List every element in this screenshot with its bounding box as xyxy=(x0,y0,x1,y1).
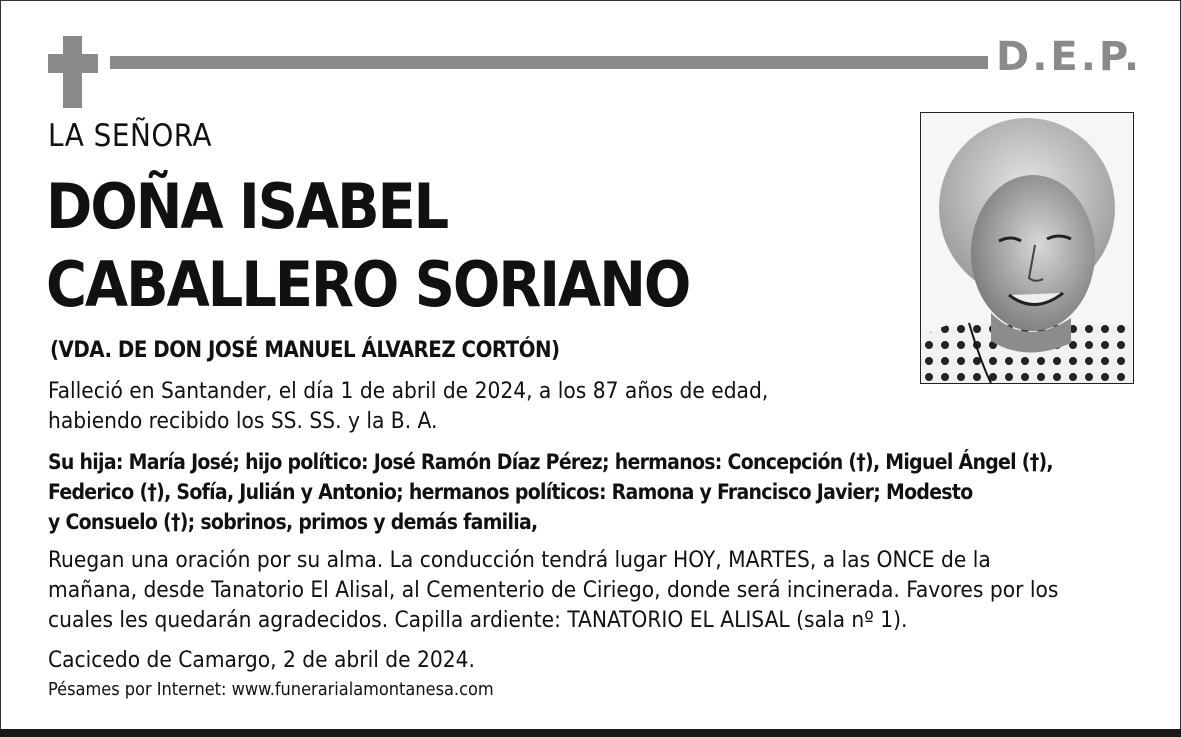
death-notice xyxy=(48,376,768,436)
ceremony-line1: Ruegan una oración por su alma. La conducción tendrá lugar HOY, MARTES, a las ONCE de la xyxy=(48,547,991,573)
header-divider xyxy=(110,56,988,69)
place-date: Cacicedo de Camargo, 2 de abril de 2024. xyxy=(48,647,475,673)
ceremony-line2: mañana, desde Tanatorio El Alisal, al Cementerio de Ciriego, donde será incinerada. Favores por los xyxy=(48,577,1059,603)
family-line2: Federico (†), Sofía, Julián y Antonio; hermanos políticos: Ramona y Francisco Javier; Modesto xyxy=(48,480,973,504)
widow-of: (VDA. DE DON JOSÉ MANUEL ÁLVAREZ CORTÓN) xyxy=(50,338,560,363)
ceremony-line3: cuales les quedarán agradecidos. Capilla ardiente: TANATORIO EL ALISAL (sala nº 1). xyxy=(48,607,908,633)
dep-label: D.E.P. xyxy=(996,34,1143,80)
death-line1: Falleció en Santander, el día 1 de abril de 2024, a los 87 años de edad, xyxy=(48,378,769,404)
deceased-name-line2: CABALLERO SORIANO xyxy=(46,248,690,321)
cross-icon xyxy=(48,36,98,108)
family-list xyxy=(48,447,1138,537)
portrait-image xyxy=(921,113,1133,383)
portrait-photo xyxy=(920,112,1134,384)
family-line3: y Consuelo (†); sobrinos, primos y demás familia, xyxy=(48,510,538,534)
family-line1: Su hija: María José; hijo político: José Ramón Díaz Pérez; hermanos: Concepción (†), Miguel Ángel (†), xyxy=(48,450,1053,474)
deceased-name-line1: DOÑA ISABEL xyxy=(46,170,448,243)
death-line2: habiendo recibido los SS. SS. y la B. A. xyxy=(48,408,438,434)
condolences-link: Pésames por Internet: www.funerarialamontanesa.com xyxy=(48,679,494,700)
honorific: LA SEÑORA xyxy=(48,118,212,154)
bottom-border xyxy=(0,729,1181,737)
deceased-name xyxy=(46,168,689,324)
ceremony-notice xyxy=(48,545,1148,635)
